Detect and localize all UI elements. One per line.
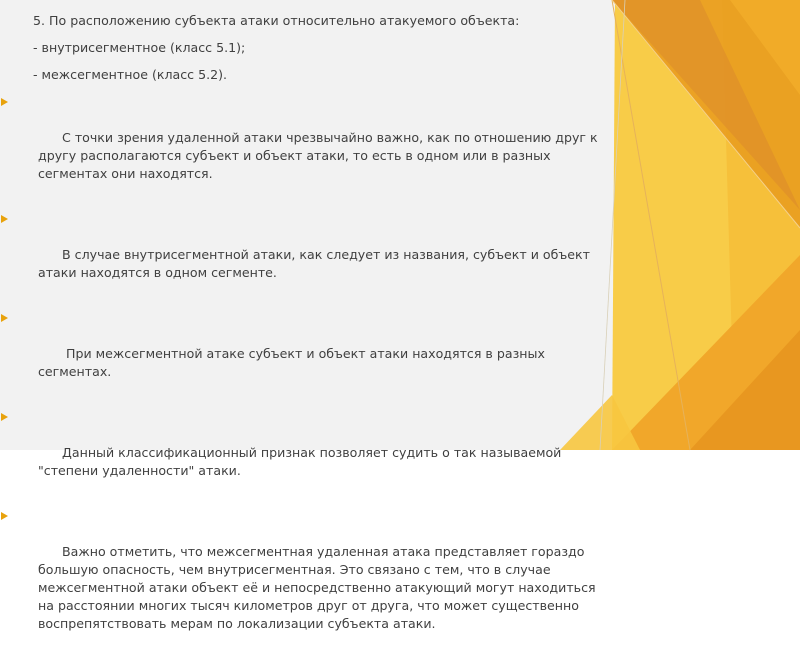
- arrow-bullet-icon: [1, 314, 8, 322]
- bullet-item: [0, 408, 603, 498]
- heading-line: - межсегментное (класс 5.2).: [33, 67, 228, 82]
- arrow-bullet-icon: [1, 413, 8, 421]
- arrow-bullet-icon: [1, 98, 8, 106]
- bullet-text: Важно отметить, что межсегментная удаленная атака представляет гораздо большую опасность, чем внутрисегментная. Это связано с тем, что в случае межсегментной атаки объект её и непосредственно атакующий могут находиться на расстоянии многих тысяч километров друг от друга, что может существенно воспрепятствовать мерам по локализации субъекта атаки.: [38, 544, 600, 631]
- bullet-text: В случае внутрисегментной атаки, как следует из названия, субъект и объект атаки находятся в одном сегменте.: [38, 247, 595, 280]
- bullet-text: При межсегментной атаке субъект и объект атаки находятся в разных сегментах.: [38, 346, 549, 379]
- heading-line: 5. По расположению субъекта атаки относительно атакуемого объекта:: [33, 13, 520, 28]
- arrow-bullet-icon: [1, 512, 8, 520]
- bullet-item: [0, 309, 603, 399]
- arrow-bullet-icon: [1, 215, 8, 223]
- slide-content: [33, 12, 603, 660]
- bullet-item: [0, 210, 603, 300]
- bullet-text: Данный классификационный признак позволяет судить о так называемой "степени удаленности" атаки.: [38, 445, 566, 478]
- bullet-item: [0, 93, 603, 201]
- heading-line: - внутрисегментное (класс 5.1);: [33, 40, 246, 55]
- bullet-text: С точки зрения удаленной атаки чрезвычайно важно, как по отношению друг к другу располагаются субъект и объект атаки, то есть в одном или в разных сегментах они находятся.: [38, 130, 602, 181]
- bullet-item: [0, 507, 603, 651]
